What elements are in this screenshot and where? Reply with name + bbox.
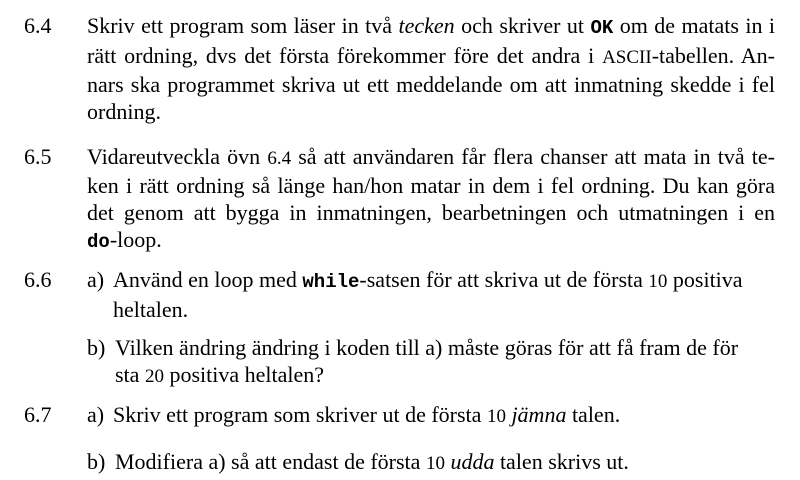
text-line: heltalen. — [113, 297, 189, 322]
italic-term: tecken — [398, 13, 455, 38]
text-line — [87, 12, 775, 42]
text-run: -satsen för att skriva ut de första — [359, 267, 649, 292]
text-run: Använd en loop med — [113, 267, 303, 292]
text-run: rätt ordning, dvs det första förekommer före det andra i — [87, 43, 603, 68]
text-run: positiva — [667, 267, 743, 292]
subpart-b — [87, 448, 775, 475]
number-term: 20 — [144, 366, 164, 387]
text-run: talen. — [566, 402, 621, 427]
code-term: OK — [590, 17, 614, 39]
text-run: -tabellen. An- — [651, 43, 775, 68]
exercise-text — [87, 12, 775, 125]
code-term: while — [302, 271, 360, 293]
number-term: 10 — [486, 406, 506, 427]
exercise-text — [87, 143, 775, 256]
subpart-text — [113, 266, 775, 323]
text-line: det genom att bygga in inmatningen, bearbetningen och utmatningen i en — [87, 200, 775, 225]
exercise-number: 6.5 — [24, 144, 52, 169]
text-run: Skriv ett program som skriver ut de första — [113, 402, 487, 427]
subpart-letter: a) — [87, 267, 105, 292]
subpart-a — [87, 266, 775, 320]
text-line — [115, 361, 775, 390]
text-run: så att användaren får flera chanser att mata in två te- — [291, 144, 775, 169]
text-line — [87, 226, 775, 256]
exercise-number: 6.4 — [24, 13, 52, 38]
text-line: Vilken ändring ändring i koden till a) måste göras för att få fram de för — [115, 335, 739, 360]
text-line — [87, 143, 775, 172]
italic-term: jämna — [511, 402, 567, 427]
text-line — [115, 448, 775, 477]
text-line — [113, 266, 775, 296]
text-line — [87, 42, 775, 71]
text-run: Skriv ett program som läser in två — [87, 13, 399, 38]
number-term: 10 — [648, 271, 668, 292]
exercise-number: 6.6 — [24, 267, 52, 292]
text-run: och skriver ut — [454, 13, 591, 38]
subpart-text — [115, 334, 775, 390]
text-line: ken i rätt ordning så länge han/hon matar in dem i fel ordning. Du kan göra — [87, 173, 775, 198]
text-run: Modifiera a) så att endast de första — [115, 449, 426, 474]
subpart-text — [113, 401, 775, 430]
subpart-text — [115, 448, 775, 477]
text-run: om de matats in i — [613, 13, 776, 38]
exercise-reference: 6.4 — [267, 148, 292, 169]
subpart-a — [87, 401, 775, 428]
subpart-letter: b) — [87, 449, 106, 474]
text-run: talen skrivs ut. — [494, 449, 629, 474]
text-line: ordning. — [87, 99, 161, 124]
italic-term: udda — [450, 449, 495, 474]
text-run: sta — [115, 362, 145, 387]
text-line — [113, 401, 775, 430]
small-caps-term: ASCII — [602, 47, 652, 68]
code-term: do — [87, 231, 110, 253]
text-run: positiva heltalen? — [163, 362, 325, 387]
text-line: nars ska programmet skriva ut ett meddelande om att inmatning skedde i fel — [87, 72, 775, 97]
subpart-b — [87, 334, 775, 388]
exercise-number: 6.7 — [24, 402, 52, 427]
text-run: -loop. — [109, 227, 162, 252]
number-term: 10 — [425, 453, 445, 474]
subpart-letter: a) — [87, 402, 105, 427]
subpart-letter: b) — [87, 335, 106, 360]
text-run: Vidareutveckla övn — [87, 144, 268, 169]
